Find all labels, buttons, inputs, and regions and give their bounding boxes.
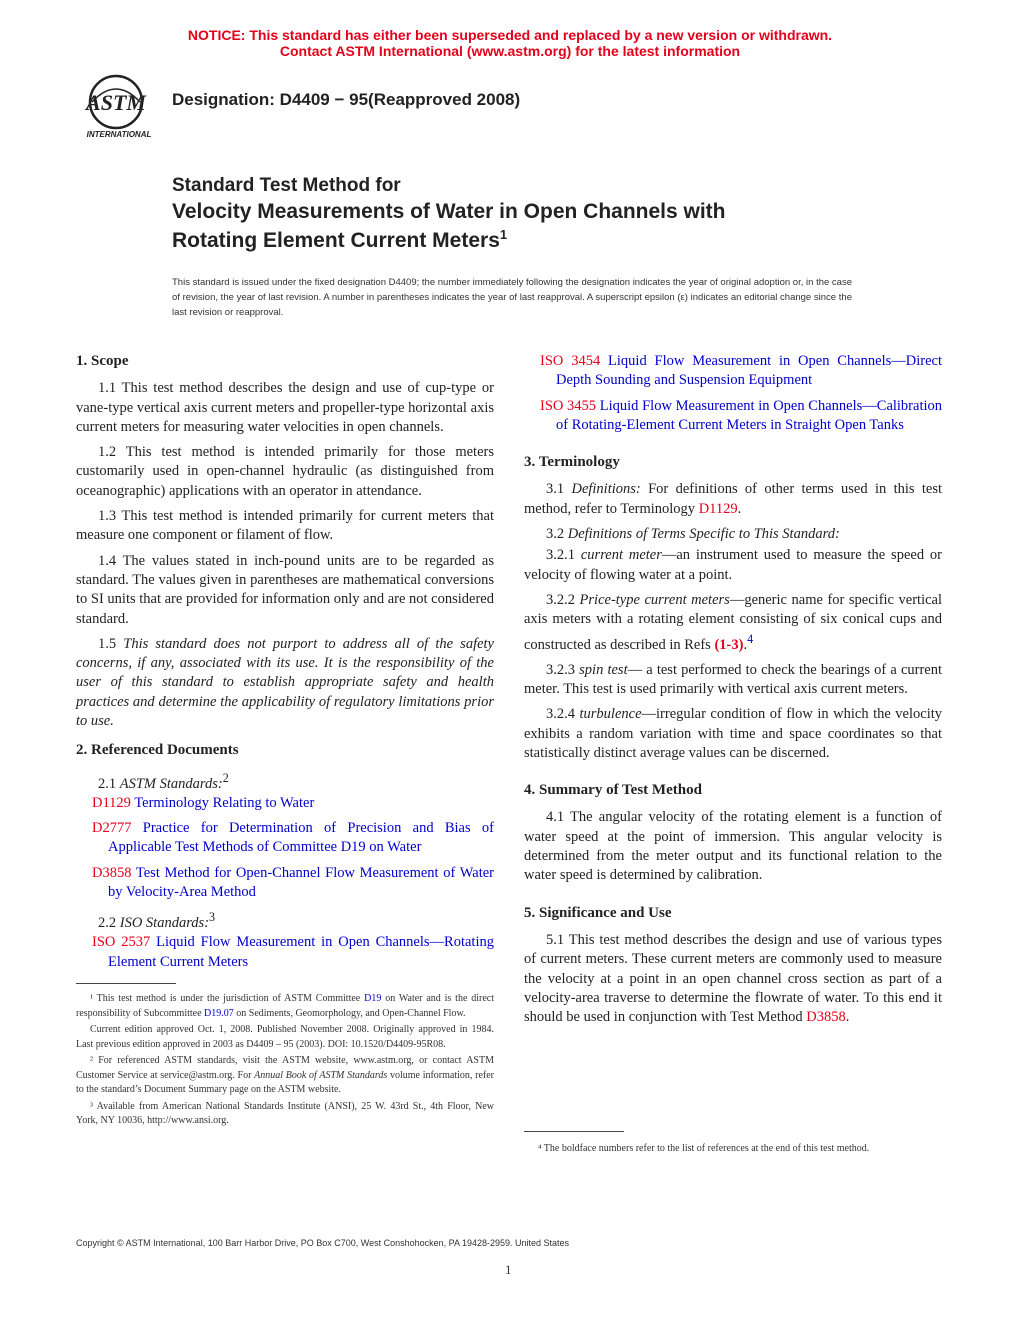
svg-text:ASTM: ASTM <box>86 90 146 115</box>
notice-line-2: Contact ASTM International (www.astm.org) for the latest information <box>279 43 741 59</box>
reference-title[interactable]: Liquid Flow Measurement in Open Channels—Rotating Element Current Meters <box>108 934 494 970</box>
summary-heading: 4. Summary of Test Method <box>524 782 702 799</box>
title-line-2: Velocity Measurements of Water in Open Channels with <box>172 200 726 223</box>
astm-refs-list <box>76 794 494 902</box>
reference-title[interactable]: Practice for Determination of Precision and Bias of Applicable Test Methods of Committee D19 on Water <box>108 820 495 856</box>
title-line-1: Standard Test Method for <box>172 175 401 196</box>
footnote-2: ² For referenced ASTM standards, visit the ASTM website, www.astm.org, or contact ASTM Customer Service at service@astm.org. For Annual Book of ASTM Standards volume information, refer to the standard’s Document Summary page on the ASTM website. <box>76 1055 495 1095</box>
para-1-1: 1.1 This test method describes the design and use of cup-type or vane-type vertical axis current meters and propeller-type horizontal axis current meters for measuring water velocities in open channels. <box>76 380 494 435</box>
footnote-rule-right <box>524 1131 624 1132</box>
reference-item[interactable] <box>524 397 942 436</box>
reference-item[interactable] <box>524 352 942 391</box>
terminology-heading: 3. Terminology <box>524 454 620 471</box>
astm-logo <box>76 70 162 146</box>
left-column <box>76 352 494 978</box>
copyright: Copyright © ASTM International, 100 Barr Harbor Drive, PO Box C700, West Conshohocken, PA 19428-2959. United States <box>76 1238 570 1248</box>
footnote-4: ⁴ The boldface numbers refer to the list of references at the end of this test method. <box>538 1143 870 1154</box>
footnote-3: ³ Available from American National Standards Institute (ANSI), 25 W. 43rd St., 4th Floor, New York, NY 10036, http://www.ansi.org. <box>76 1100 494 1126</box>
reference-title[interactable]: Liquid Flow Measurement in Open Channels—Direct Depth Sounding and Suspension Equipment <box>556 353 942 389</box>
para-3-2: 3.2 Definitions of Terms Specific to This Standard: <box>546 526 840 543</box>
page-number: 1 <box>505 1262 512 1277</box>
reference-code[interactable]: ISO 3455 <box>540 397 597 414</box>
issuance-statement: This standard is issued under the fixed designation D4409; the number immediately following the designation indicates the year of original adoption or, in the case of revision, the year of last revision. A number in parentheses indicates the year of last reapproval. A superscript epsilon (ε) indicates an editorial change since the last revision or reapproval. <box>172 277 852 318</box>
reference-item[interactable] <box>76 819 494 858</box>
link-refs-1-3[interactable]: (1-3) <box>714 636 744 653</box>
para-5-1: 5.1 This test method describes the design and use of various types of current meters. These current meters are commonly used to measure the velocity at a point in an open channel cross section as part of a velocity-area traverse to determine the flowrate of water. To this end it should be used in conjunction with Test Method D3858. <box>524 931 942 1026</box>
title-footnote-mark: 1 <box>499 227 508 242</box>
reference-item[interactable] <box>76 794 494 813</box>
reference-code[interactable]: D1129 <box>92 794 131 811</box>
para-2-1: 2.1 ASTM Standards:$^2$ <box>98 770 229 792</box>
para-3-1: 3.1 Definitions: For definitions of other terms used in this test method, refer to Terminology D1129. <box>524 481 942 517</box>
footnote-1-edition: Current edition approved Oct. 1, 2008. Published November 2008. Originally approved in 1984. Last previous edition approved in 2003 as D4409 – 95 (2003). DOI: 10.1520/D4409-95R08. <box>76 1024 494 1050</box>
para-2-2: 2.2 ISO Standards:$^3$ <box>98 910 216 932</box>
title-line-3: Rotating Element Current Meters$^1$ <box>172 227 508 252</box>
reference-code[interactable]: D2777 <box>92 820 132 837</box>
logo-subtext: INTERNATIONAL <box>86 130 152 139</box>
iso-refs-list-right <box>524 352 942 435</box>
reference-title[interactable]: Test Method for Open-Channel Flow Measurement of Water by Velocity-Area Method <box>108 864 494 900</box>
right-column <box>524 352 942 1033</box>
significance-heading: 5. Significance and Use <box>524 904 672 921</box>
para-3-2-3: 3.2.3 spin test— a test performed to check the bearings of a current meter. This test is used primarily with vertical axis current meters. <box>524 661 943 697</box>
para-1-3: 1.3 This test method is intended primarily for current meters that measure one component or filament of flow. <box>76 508 494 544</box>
link-d3858[interactable]: D3858 <box>806 1009 846 1026</box>
footnote-rule-left <box>76 983 176 984</box>
footnotes-right <box>524 1142 942 1157</box>
scope-heading: 1. Scope <box>76 353 129 369</box>
iso-refs-list-left <box>76 933 494 972</box>
footnotes-left <box>76 992 494 1129</box>
reference-title[interactable]: Terminology Relating to Water <box>134 794 315 811</box>
link-d19[interactable]: D19 <box>364 993 382 1004</box>
para-3-2-1: 3.2.1 current meter—an instrument used to measure the speed or velocity of flowing water at a point. <box>524 547 942 583</box>
link-d19-07[interactable]: D19.07 <box>204 1007 234 1019</box>
notice-line-1: NOTICE: This standard has either been superseded and replaced by a new version or withdrawn. <box>187 27 833 43</box>
para-1-2: 1.2 This test method is intended primarily for those meters customarily used in open-channel hydraulic (as distinguished from oceanographic) applications with an operator in attendance. <box>76 444 494 499</box>
reference-item[interactable] <box>76 864 494 903</box>
reference-code[interactable]: ISO 3454 <box>540 353 601 369</box>
footnote-1: ¹ This test method is under the jurisdiction of ASTM Committee D19 on Water and is the direct responsibility of Subcommittee D19.07 on Sediments, Geomorphology, and Open-Channel Flow. <box>76 993 495 1019</box>
designation: Designation: D4409 − 95(Reapproved 2008) <box>172 90 521 109</box>
reference-code[interactable]: ISO 2537 <box>92 934 151 951</box>
para-1-4: 1.4 The values stated in inch-pound units are to be regarded as standard. The values given in parentheses are mathematical conversions to SI units that are provided for information only and are not considered standard. <box>76 552 494 627</box>
para-1-5: 1.5 This standard does not purport to address all of the safety concerns, if any, associated with its use. It is the responsibility of the user of this standard to establish appropriate safety and health practices and determine the applicability of regulatory limitations prior to use. <box>76 635 494 730</box>
reference-title[interactable]: Liquid Flow Measurement in Open Channels—Calibration of Rotating-Element Current Meters in Straight Open Tanks <box>556 397 943 433</box>
reference-code[interactable]: D3858 <box>92 864 132 881</box>
para-3-2-4: 3.2.4 turbulence—irregular condition of flow in which the velocity exhibits a random variation with time and space coordinates so that statistically distinct average values can be discerned. <box>524 706 942 761</box>
para-4-1: 4.1 The angular velocity of the rotating element is a function of water speed at the point of immersion. This angular velocity is determined from the meter output and its functional relation to the water speed is determined by calibration. <box>524 809 942 884</box>
reference-item[interactable] <box>76 933 494 972</box>
refdocs-heading: 2. Referenced Documents <box>76 742 239 759</box>
para-3-2-2: 3.2.2 Price-type current meters—generic name for specific vertical axis meters with a rotating element consisting of six conical cups and constructed as described in Refs (1-3).$^4$ <box>524 591 943 653</box>
link-d1129[interactable]: D1129 <box>698 500 738 517</box>
